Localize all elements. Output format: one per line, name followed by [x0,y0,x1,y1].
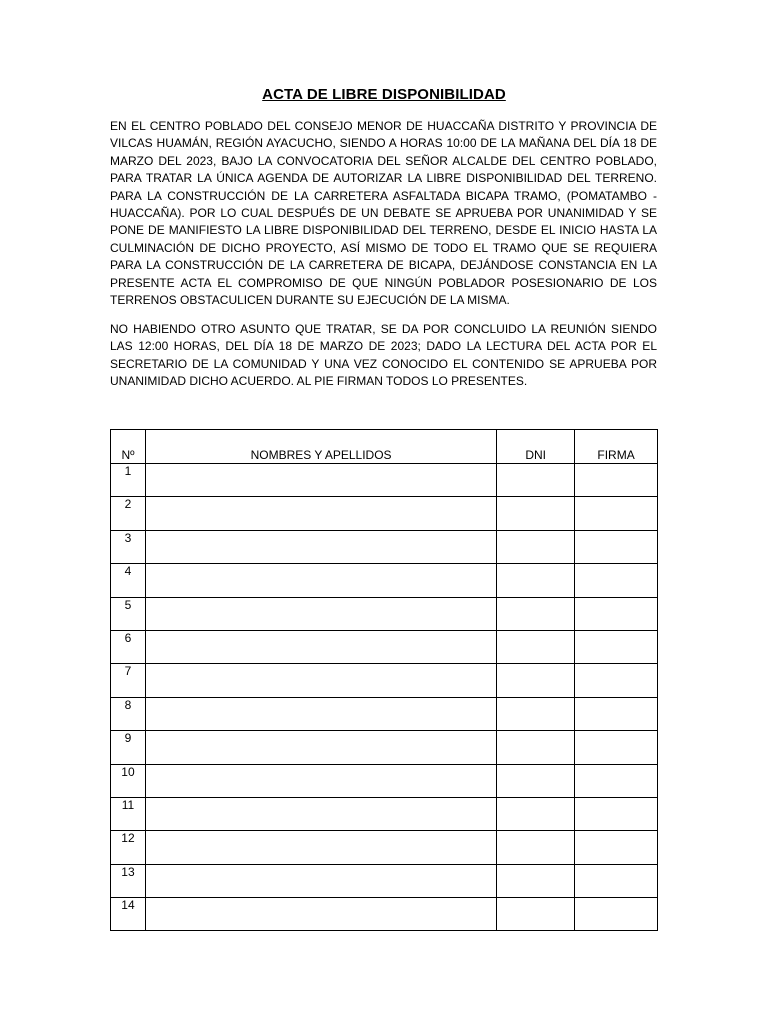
table-row [111,630,658,663]
signature-cell[interactable] [575,697,658,730]
name-cell[interactable] [145,530,496,563]
dni-cell[interactable] [497,831,575,864]
dni-cell[interactable] [497,764,575,797]
dni-cell[interactable] [497,497,575,530]
table-row [111,864,658,897]
dni-cell[interactable] [497,530,575,563]
signature-cell[interactable] [575,898,658,931]
row-number: 14 [111,898,146,931]
signature-cell[interactable] [575,464,658,497]
table-row [111,464,658,497]
document-title: ACTA DE LIBRE DISPONIBILIDAD [262,86,506,103]
signature-cell[interactable] [575,564,658,597]
name-cell[interactable] [145,464,496,497]
name-cell[interactable] [145,898,496,931]
name-cell[interactable] [145,764,496,797]
row-number: 5 [111,597,146,630]
row-number: 8 [111,697,146,730]
row-number: 4 [111,564,146,597]
header-number: Nº [111,430,146,464]
name-cell[interactable] [145,597,496,630]
name-cell[interactable] [145,664,496,697]
name-cell[interactable] [145,697,496,730]
name-cell[interactable] [145,831,496,864]
dni-cell[interactable] [497,731,575,764]
table-row [111,497,658,530]
signature-cell[interactable] [575,497,658,530]
signature-cell[interactable] [575,597,658,630]
paragraph-2: NO HABIENDO OTRO ASUNTO QUE TRATAR, SE DA POR CONCLUIDO LA REUNIÓN SIENDO LAS 12:00 HORAS, DEL DÍA 18 DE MARZO DE 2023; DADO LA LECTURA DEL ACTA POR EL SECRETARIO DE LA COMUNIDAD Y UNA VEZ CONOCIDO EL CONTENIDO SE APRUEBA POR UNANIMIDAD DICHO ACUERDO. AL PIE FIRMAN TODOS LO PRESENTES. [110,322,657,389]
row-number: 2 [111,497,146,530]
signature-cell[interactable] [575,864,658,897]
signature-cell[interactable] [575,831,658,864]
name-cell[interactable] [145,797,496,830]
signature-table [110,429,658,931]
name-cell[interactable] [145,564,496,597]
header-name: NOMBRES Y APELLIDOS [145,430,496,464]
name-cell[interactable] [145,731,496,764]
signature-cell[interactable] [575,764,658,797]
table-row [111,831,658,864]
signature-cell[interactable] [575,797,658,830]
signature-cell[interactable] [575,731,658,764]
table-row [111,597,658,630]
table-row [111,564,658,597]
table-row [111,697,658,730]
dni-cell[interactable] [497,464,575,497]
dni-cell[interactable] [497,697,575,730]
dni-cell[interactable] [497,564,575,597]
table-row [111,797,658,830]
table-row [111,731,658,764]
paragraph-1: EN EL CENTRO POBLADO DEL CONSEJO MENOR DE HUACCAÑA DISTRITO Y PROVINCIA DE VILCAS HUAMÁN, REGIÓN AYACUCHO, SIENDO A HORAS 10:00 DE LA MAÑANA DEL DÍA 18 DE MARZO DEL 2023, BAJO LA CONVOCATORIA DEL SEÑOR ALCALDE DEL CENTRO POBLADO, PARA TRATAR LA ÚNICA AGENDA DE AUTORIZAR LA LIBRE DISPONIBILIDAD DEL TERRENO. PARA LA CONSTRUCCIÓN DE LA CARRETERA ASFALTADA BICAPA TRAMO, (POMATAMBO - HUACCAÑA). POR LO CUAL DESPUÉS DE UN DEBATE SE APRUEBA POR UNANIMIDAD Y SE PONE DE MANIFIESTO LA LIBRE DISPONIBILIDAD DEL TERRENO, DESDE EL INICIO HASTA LA CULMINACIÓN DE DICHO PROYECTO, ASÍ MISMO DE TODO EL TRAMO QUE SE REQUIERA PARA LA CONSTRUCCIÓN DE LA CARRETERA DE BICAPA, DEJÁNDOSE CONSTANCIA EN LA PRESENTE ACTA EL COMPROMISO DE QUE NINGÚN POBLADOR POSESIONARIO DE LOS TERRENOS OBSTACULICEN DURANTE SU EJECUCIÓN DE LA MISMA. [110,119,657,308]
row-number: 10 [111,764,146,797]
table-row [111,764,658,797]
dni-cell[interactable] [497,597,575,630]
dni-cell[interactable] [497,898,575,931]
table-row [111,530,658,563]
dni-cell[interactable] [497,630,575,663]
signature-cell[interactable] [575,530,658,563]
table-body [111,464,658,931]
signature-cell[interactable] [575,630,658,663]
name-cell[interactable] [145,497,496,530]
row-number: 13 [111,864,146,897]
header-signature: FIRMA [575,430,658,464]
name-cell[interactable] [145,864,496,897]
row-number: 12 [111,831,146,864]
table-row [111,664,658,697]
table-row [111,898,658,931]
name-cell[interactable] [145,630,496,663]
row-number: 9 [111,731,146,764]
row-number: 6 [111,630,146,663]
row-number: 1 [111,464,146,497]
row-number: 3 [111,530,146,563]
row-number: 7 [111,664,146,697]
dni-cell[interactable] [497,797,575,830]
table-header-row [111,430,658,464]
dni-cell[interactable] [497,864,575,897]
header-dni: DNI [497,430,575,464]
signature-cell[interactable] [575,664,658,697]
dni-cell[interactable] [497,664,575,697]
row-number: 11 [111,797,146,830]
